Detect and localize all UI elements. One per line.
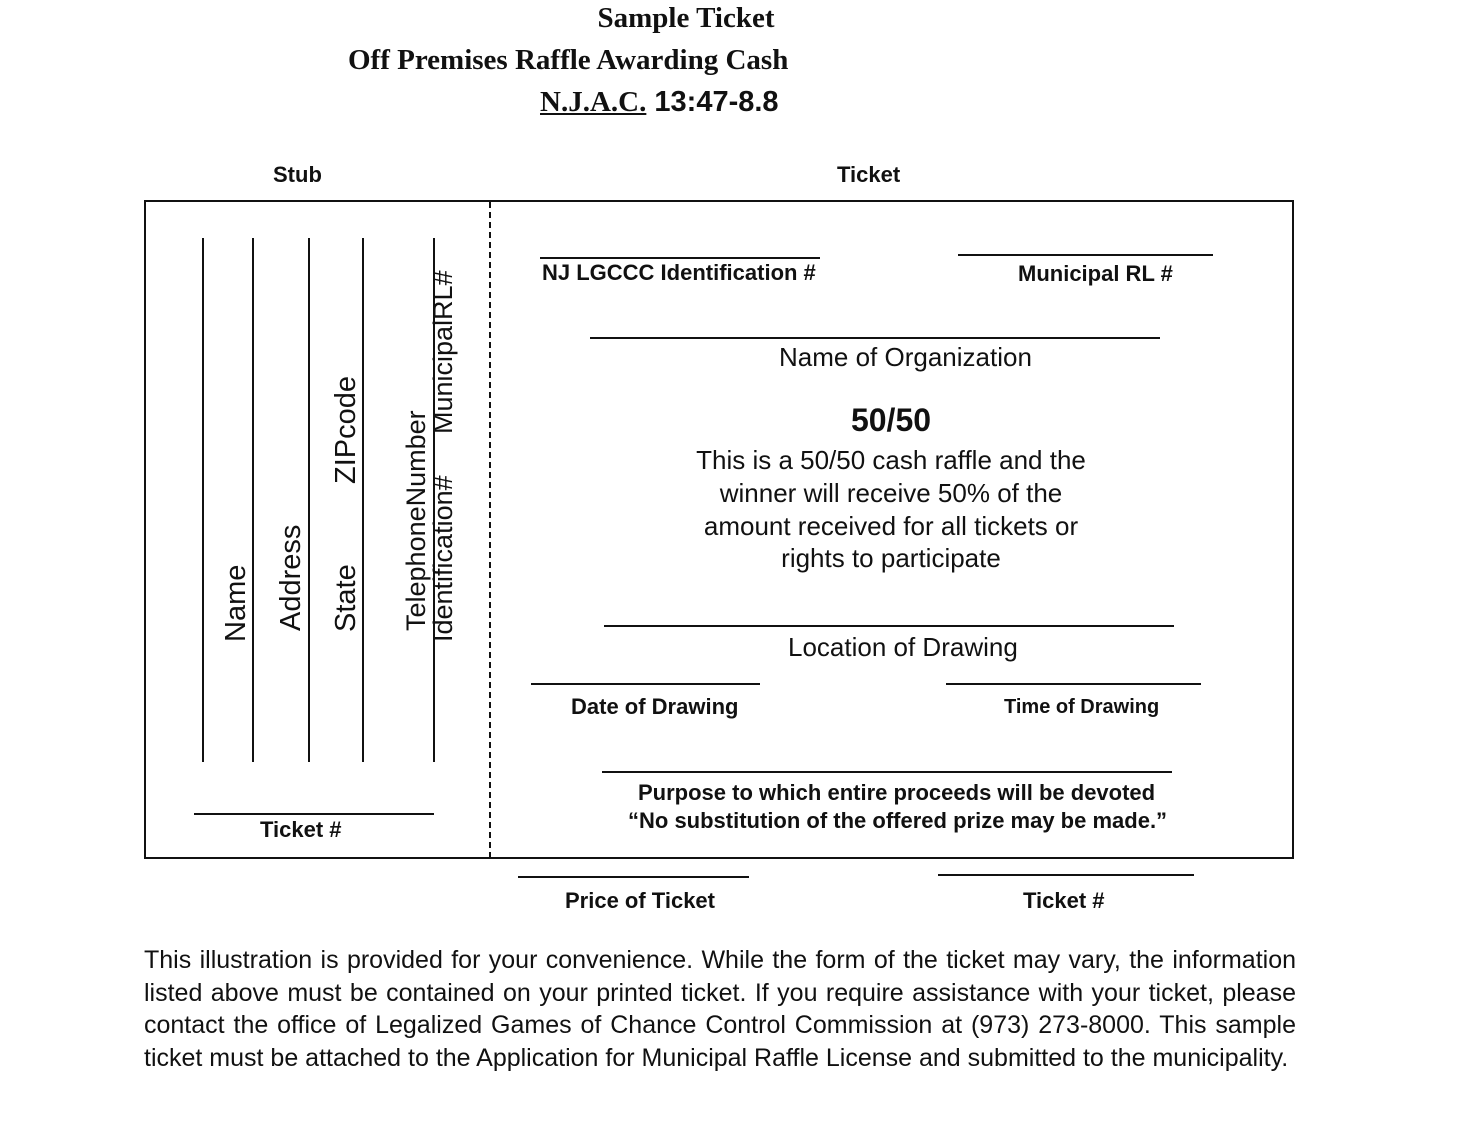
perforation-line [489,202,491,858]
stub-label: Stub [273,162,322,187]
time-of-drawing-line [946,683,1201,685]
stub-field-telephone: TelephoneNumber [401,410,431,631]
stub-field-state: State [330,564,362,632]
ticket-number-label: Ticket # [1023,888,1105,913]
organization-label: Name of Organization [779,342,1032,372]
price-of-ticket-label: Price of Ticket [565,888,715,913]
stub-ticket-number-line [194,813,434,815]
price-of-ticket-line [518,876,749,878]
purpose-line [602,771,1172,773]
municipal-rl-line [958,254,1213,256]
stub-ticket-number-label: Ticket # [260,817,342,842]
stub-field-zipcode: ZIPcode [330,376,362,484]
stub-address-line [252,238,254,762]
page-subtitle: Off Premises Raffle Awarding Cash [348,44,789,76]
ticket-number-line [938,874,1194,876]
raffle-description-line-3: amount received for all tickets or [703,511,1079,541]
date-of-drawing-label: Date of Drawing [571,694,739,719]
stub-field-address: Address [275,524,307,631]
lgccc-id-line [540,257,820,259]
raffle-description-line-1: This is a 50/50 cash raffle and the [696,445,1086,475]
raffle-description-line-2: winner will receive 50% of the [719,478,1063,508]
municipal-rl-label: Municipal RL # [1018,261,1173,286]
regulation-number: 13:47-8.8 [646,86,779,118]
time-of-drawing-label: Time of Drawing [1004,696,1160,718]
substitution-note: “No substitution of the offered prize may be made.” [628,808,1168,833]
ticket-label: Ticket [837,162,901,187]
regulation-prefix: N.J.A.C. [540,86,647,118]
stub-field-name: Name [220,564,252,642]
page-title: Sample Ticket [597,2,775,34]
regulation-citation [540,86,779,119]
stub-field-municipal-rl: MunicipalRL# [428,270,458,434]
stub-state-zip-line [308,238,310,762]
stub-name-line [202,238,204,762]
purpose-label: Purpose to which entire proceeds will be devoted [638,780,1156,805]
lgccc-id-label: NJ LGCCC Identification # [542,260,816,285]
raffle-description-line-4: rights to participate [781,543,1001,573]
date-of-drawing-line [531,683,760,685]
location-line [604,625,1174,627]
footer-paragraph: This illustration is provided for your convenience. While the form of the ticket may vary, the information listed above must be contained on your printed ticket. If you require assistance with your ticket, please contact the office of Legalized Games of Chance Control Commission at (973) 273-8000. This sample ticket must be attached to the Application for Municipal Raffle License and submitted to the municipality. [144,946,1296,1072]
location-label: Location of Drawing [788,632,1018,662]
organization-line [590,337,1160,339]
raffle-heading: 50/50 [850,402,932,438]
stub-telephone-line [362,238,364,762]
stub-field-identification: Identification# [428,475,458,642]
